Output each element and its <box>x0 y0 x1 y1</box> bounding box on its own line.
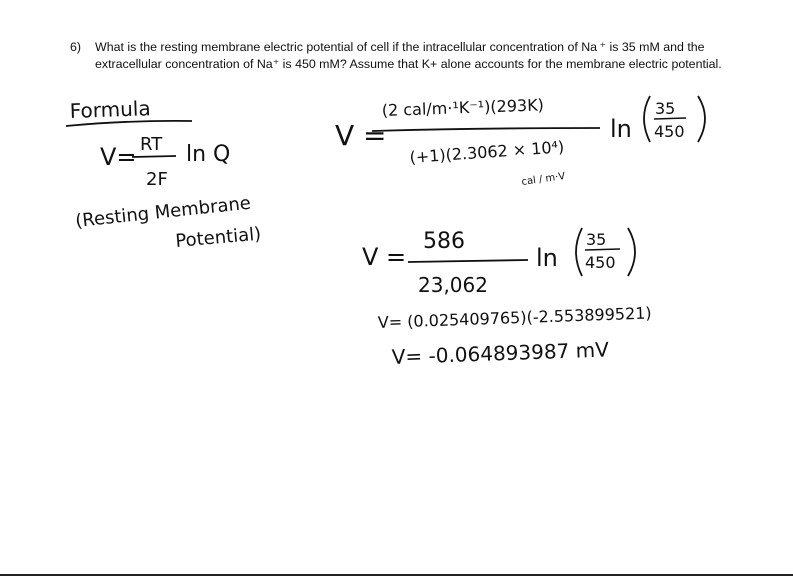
step2-fraction-bar <box>408 260 528 262</box>
formula-denominator: 2F <box>146 169 168 190</box>
step1-denominator: (+1)(2.3062 × 10⁴) <box>408 137 565 167</box>
step2-close-paren <box>628 228 635 276</box>
step1-ratio-num: 35 <box>655 99 676 118</box>
calculation-step-1 <box>335 95 705 188</box>
step2-ratio-bar <box>585 249 620 250</box>
formula-fraction-bar <box>132 156 176 157</box>
step1-fraction-bar <box>372 128 600 131</box>
step1-ln: ln <box>610 115 632 143</box>
step1-close-paren <box>698 96 705 142</box>
step2-numerator: 586 <box>423 229 465 254</box>
step1-ratio-bar <box>654 118 686 119</box>
formula-note-line-1: (Resting Membrane <box>74 192 252 232</box>
step2-denominator: 23,062 <box>418 273 488 297</box>
step1-lhs: V = <box>335 119 387 152</box>
step2-ln: ln <box>536 244 558 272</box>
formula-heading: Formula <box>69 96 152 123</box>
final-answer: V= -0.064893987 mV <box>391 337 610 369</box>
question-line-1: 6) What is the resting membrane electric potential of cell if the intracellular concentration of Na ⁺ is 35 mM and the <box>70 40 705 54</box>
question-number: 6) <box>70 40 82 54</box>
formula-numerator: RT <box>140 134 163 155</box>
step1-ratio-den: 450 <box>654 122 685 141</box>
formula-block <box>66 96 262 252</box>
step1-denominator-unit: cal / m·V <box>520 170 566 188</box>
step2-ratio-num: 35 <box>586 230 607 249</box>
step2-lhs: V = <box>362 243 407 271</box>
step1-numerator: (2 cal/m·¹K⁻¹)(293K) <box>381 95 545 120</box>
formula-ln-q: ln Q <box>186 142 231 167</box>
calculation-step-3: V= (0.025409765)(-2.553899521) <box>377 303 652 332</box>
calculation-step-2 <box>362 228 635 297</box>
question-line-2: extracellular concentration of Na⁺ is 450 mM? Assume that K+ alone accounts for the membrane electric potential. <box>95 57 722 71</box>
step2-ratio-den: 450 <box>585 253 616 272</box>
step1-open-paren <box>644 96 650 142</box>
formula-lhs: V= <box>100 143 137 171</box>
step2-open-paren <box>576 228 582 276</box>
formula-note-line-2: Potential) <box>174 223 262 252</box>
